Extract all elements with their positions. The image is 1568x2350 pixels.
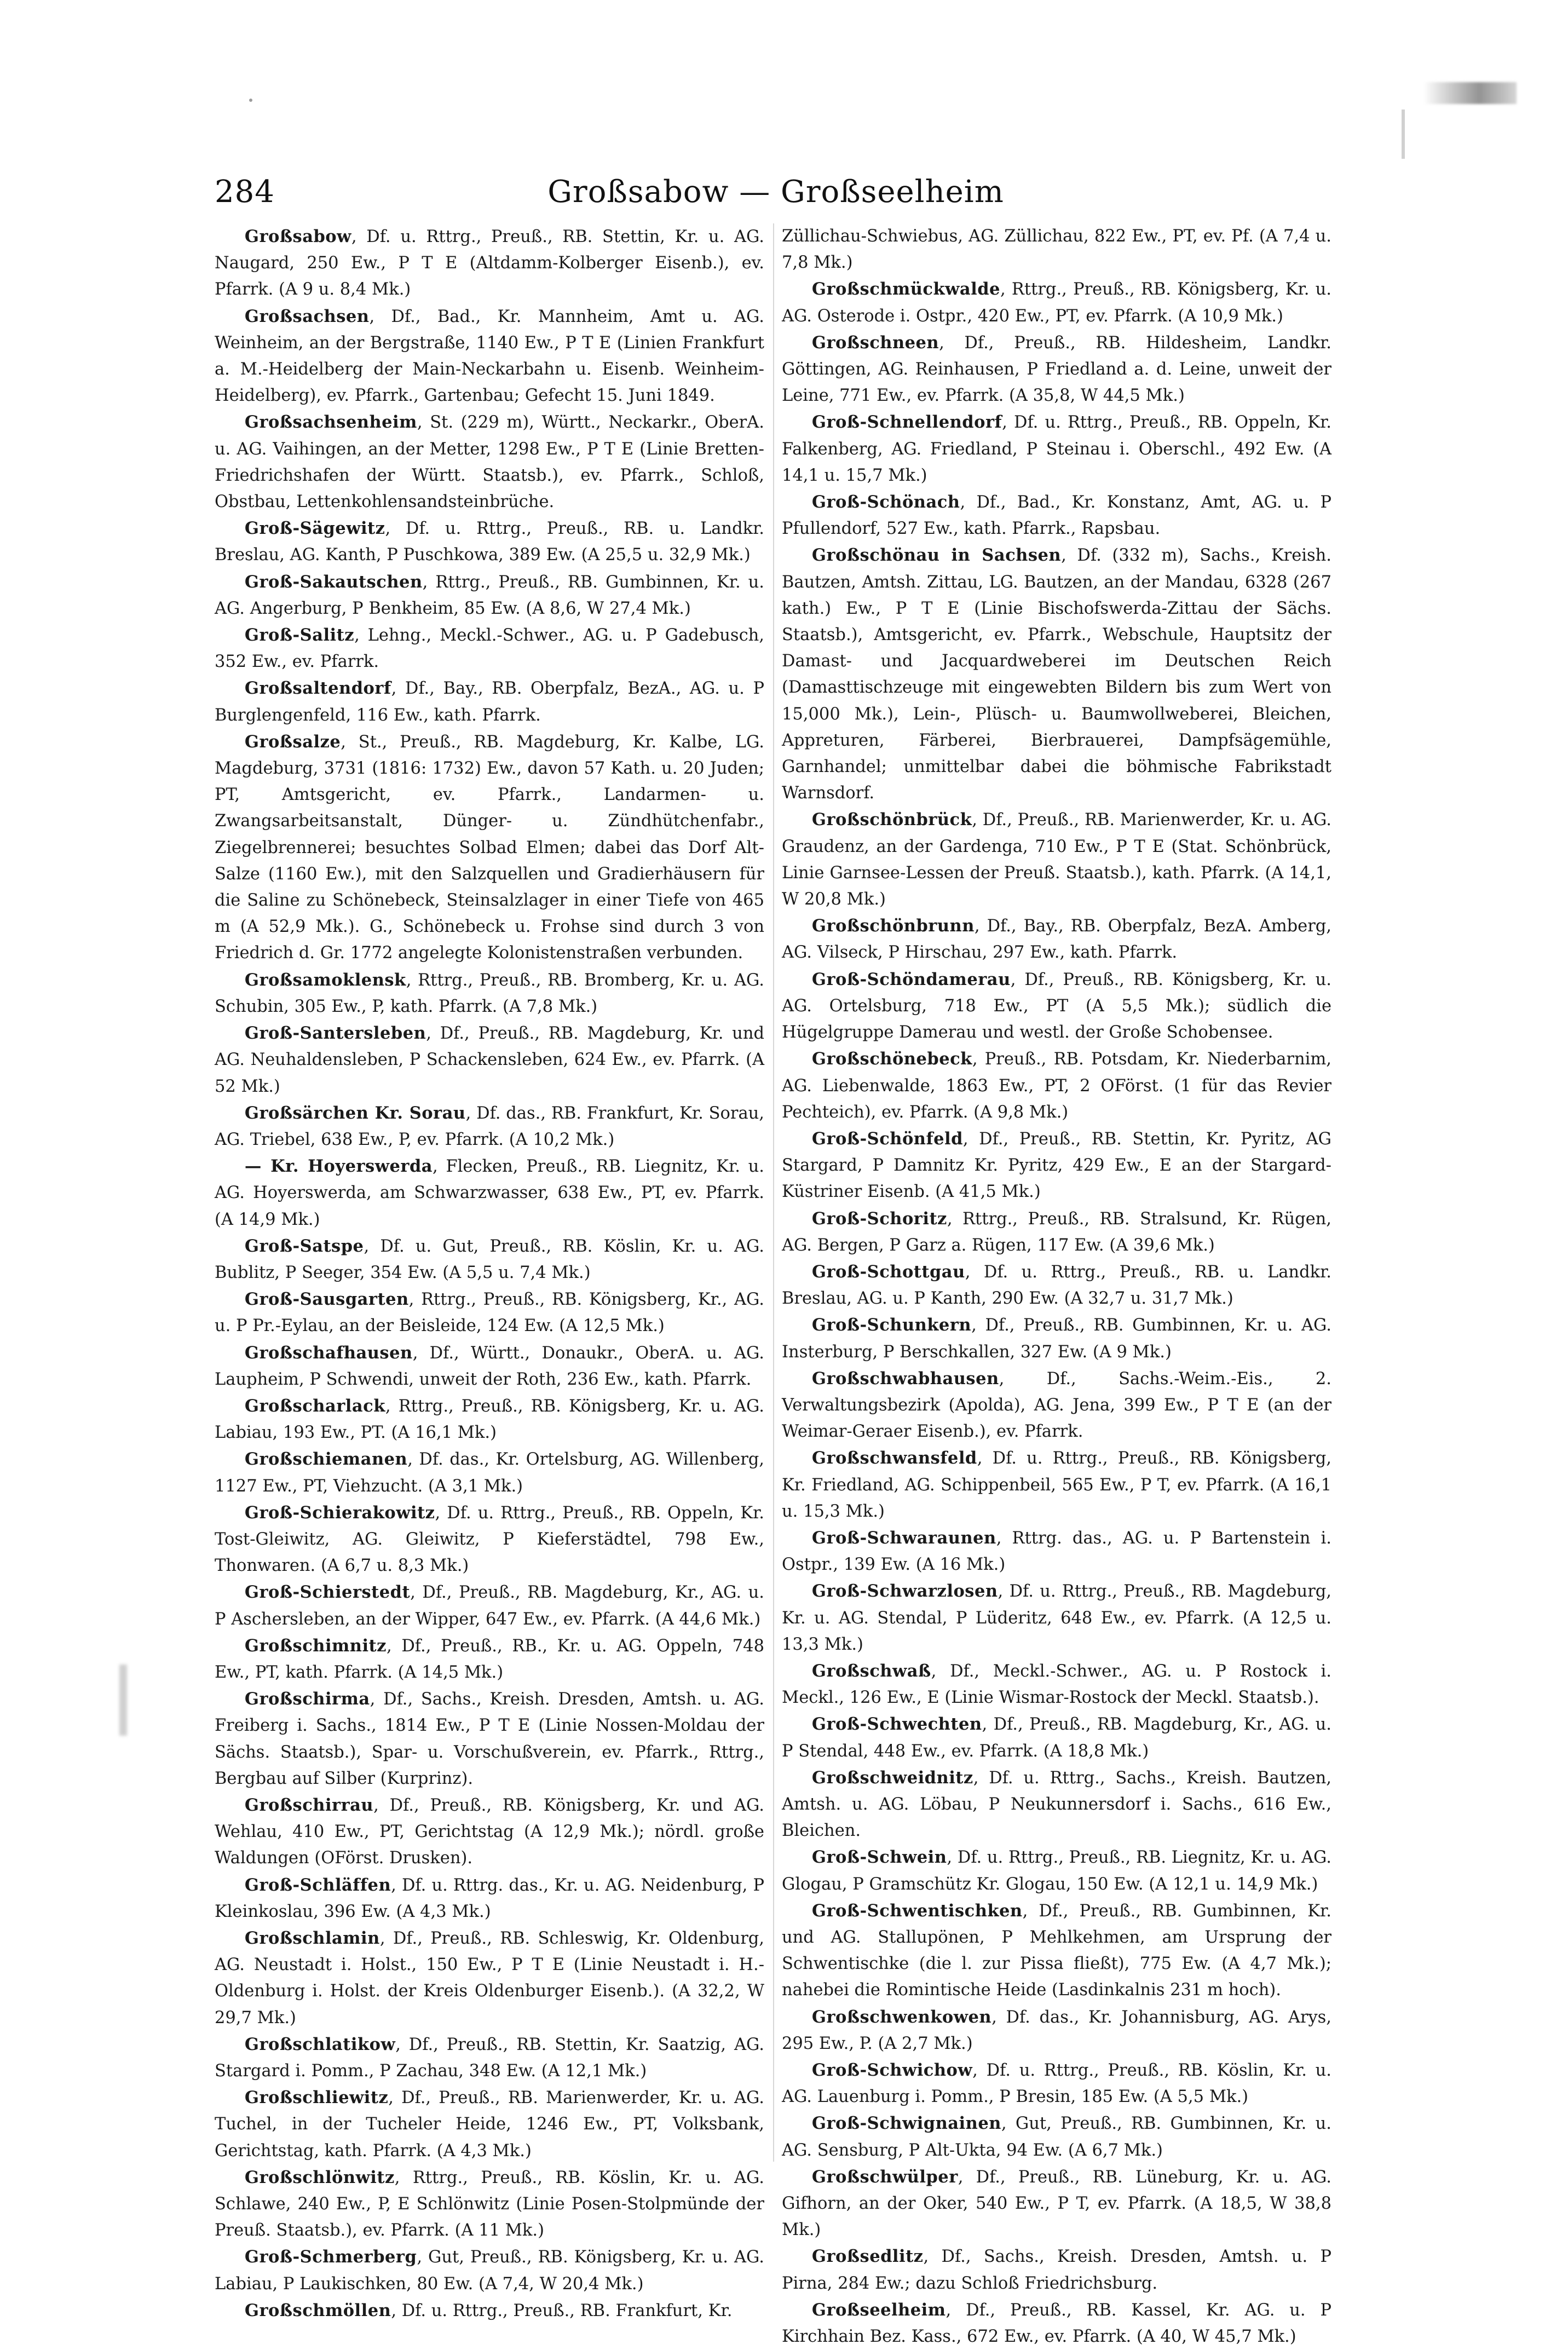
entry-headword: Groß-Sakautschen [244,572,423,592]
entry-text: , Df. u. Rttrg., Preuß., RB. Liegnitz, Kr. u. AG. Glogau, P Gramschütz Kr. Glogau, 150 Ew. (A 12,1 u. 14,9 Mk.) [782,1848,1331,1894]
gazetteer-entry [782,2004,1331,2057]
entry-headword: Großschlatikow [244,2034,396,2054]
entry-text: , Df., Preuß., RB. Königsberg, Kr. und AG. Wehlau, 410 Ew., PT, Gerichtstag (A 12,9 Mk.); nördl. große Waldungen (OFörst. Drusken). [215,1795,764,1868]
entry-text: , Df. u. Rttrg., Preuß., RB. Königsberg, Kr. Friedland, AG. Schippenbeil, 565 Ew., P T, ev. Pfarrk. (A 16,1 u. 15,3 Mk.) [782,1449,1331,1521]
gazetteer-entry [215,2297,764,2324]
gazetteer-entry [215,1633,764,1686]
entry-headword: Großschmöllen [244,2300,391,2320]
entry-headword: Groß-Sausgarten [244,1289,409,1310]
gazetteer-entry [215,1579,764,1632]
entry-text: , Preuß., RB. Potsdam, Kr. Niederbarnim, AG. Liebenwalde, 1863 Ew., PT, 2 OFörst. (1 für das Revier Pechteich), ev. Pfarrk. (A 9,8 Mk.) [782,1050,1331,1122]
entry-headword: Groß-Schwarzlosen [811,1581,998,1602]
gazetteer-entry [215,1500,764,1580]
gazetteer-entry [782,1206,1331,1259]
entry-text: , Df., Meckl.-Schwer., AG. u. P Rostock i. Meckl., 126 Ew., E (Linie Wismar-Rostock der Meckl. Staatsb.). [782,1661,1331,1708]
entry-headword: Groß-Schönfeld [811,1128,963,1149]
margin-smudge [119,1664,127,1736]
page-number: 284 [215,174,275,210]
gazetteer-entry [782,1259,1331,1312]
entry-headword: Großschirrau [244,1795,374,1815]
entry-headword: Großseelheim [811,2300,946,2320]
entry-headword: Großsamoklensk [244,970,406,990]
entry-text: , Df., Preuß., RB. Stettin, Kr. Pyritz, AG Stargard, P Damnitz Kr. Pyritz, 429 Ew., E an der Stargard-Küstriner Eisenb. (A 41,5 Mk.) [782,1129,1331,1202]
entry-headword: Großsachsenheim [244,412,417,433]
entry-text: , Df. u. Rttrg., Preuß., RB. Oppeln, Kr. Tost-Gleiwitz, AG. Gleiwitz, P Kieferstädtel, 798 Ew., Thonwaren. (A 6,7 u. 8,3 Mk.) [215,1503,764,1576]
gazetteer-entry [782,1765,1331,1845]
entry-text: , Df. u. Gut, Preuß., RB. Köslin, Kr. u. AG. Bublitz, P Seeger, 354 Ew. (A 5,5 u. 7,4 Mk.) [215,1236,764,1282]
entry-headword: Groß-Schwein [811,1847,947,1868]
gazetteer-entry [782,2164,1331,2244]
entry-headword: Groß-Salitz [244,625,355,646]
gazetteer-entry [782,2110,1331,2163]
entry-text: , Df., Sachs.-Weim.-Eis., 2. Verwaltungsbezirk (Apolda), AG. Jena, 399 Ew., P T E (an der Weimar-Geraer Eisenb.), ev. Pfarrk. [782,1369,1331,1442]
entry-headword: Großschlamin [244,1928,380,1948]
running-title: Großsabow — Großseelheim [547,174,1004,210]
gazetteer-entry [215,1286,764,1339]
entry-headword: Groß-Schierstedt [244,1582,411,1603]
entry-text: , Df. das., Kr. Johannisburg, AG. Arys, 295 Ew., P. (A 2,7 Mk.) [782,2007,1331,2053]
entry-headword: Groß-Schwichow [811,2060,973,2081]
entry-text: , Df. das., Kr. Ortelsburg, AG. Willenberg, 1127 Ew., PT, Viehzucht. (A 3,1 Mk.) [215,1450,764,1496]
entry-headword: Groß-Schottgau [811,1262,965,1282]
entry-headword: Großschimnitz [244,1635,387,1656]
gazetteer-entry [215,1686,764,1792]
entry-headword: Groß-Satspe [244,1236,364,1256]
entry-headword: Großschwaß [811,1661,931,1681]
entry-headword: Großschönebeck [811,1049,972,1069]
gazetteer-entry [782,1844,1331,1897]
gazetteer-entry [782,1126,1331,1206]
gazetteer-entry [215,1020,764,1100]
entry-text: , Flecken, Preuß., RB. Liegnitz, Kr. u. AG. Hoyerswerda, am Schwarzwasser, 638 Ew., PT, ev. Pfarrk. (A 14,9 Mk.) [215,1157,765,1229]
entry-headword: Großschwabhausen [811,1368,999,1389]
gazetteer-entry [215,1446,764,1499]
right-column [782,223,1331,2350]
gazetteer-entry [215,1340,764,1393]
entry-text: , St. (229 m), Württ., Neckarkr., OberA. u. AG. Vaihingen, an der Metter, 1298 Ew., P T E (Linie Bretten-Friedrichshafen der Württ. Staatsb.), ev. Pfarrk., Schloß, Obstbau, Lettenkohlensandsteinbrüche. [215,413,764,512]
gazetteer-entry [782,807,1331,913]
entry-text: , Rttrg., Preuß., RB. Königsberg, Kr. u. AG. Osterode i. Ostpr., 420 Ew., PT, ev. Pfarrk. (A 10,9 Mk.) [782,280,1331,326]
entry-headword: Groß-Schnellendorf [811,412,1002,433]
gazetteer-entry [215,1925,764,2031]
entry-text: , Df. u. Rttrg., Preuß., RB. Oppeln, Kr. Falkenberg, AG. Friedland, P Steinau i. Oberschl., 492 Ew. (A 14,1 u. 15,7 Mk.) [782,413,1331,485]
gazetteer-entry [215,2164,764,2244]
gazetteer-entry [782,1658,1331,1711]
entry-headword: Groß-Schwignainen [811,2113,1001,2134]
entry-headword: Großscharlack [244,1396,385,1416]
entry-text: , Df., Preuß., RB. Magdeburg, Kr., AG. u. P Aschersleben, an der Wipper, 647 Ew., ev. Pfarrk. (A 44,6 Mk.) [215,1583,764,1629]
gazetteer-entry [782,2297,1331,2350]
gazetteer-entry [215,1393,764,1446]
gazetteer-entry [782,330,1331,410]
entry-text: , Gut, Preuß., RB. Königsberg, Kr. u. AG. Labiau, P Laukischken, 80 Ew. (A 7,4, W 20,4 Mk.) [215,2248,764,2294]
entry-text: , Df. u. Rttrg., Preuß., RB. Magdeburg, Kr. u. AG. Stendal, P Lüderitz, 648 Ew., ev. Pfarrk. (A 12,5 u. 13,3 Mk.) [782,1582,1331,1654]
gazetteer-entry [782,1898,1331,2004]
entry-text: , Rttrg., Preuß., RB. Königsberg, Kr., AG. u. P Pr.-Eylau, an der Beisleide, 124 Ew. (A 12,5 Mk.) [215,1290,764,1336]
entry-headword: Großschwansfeld [811,1448,977,1468]
left-column [215,223,764,2324]
gazetteer-entry [215,729,764,967]
gazetteer-entry [782,2243,1331,2296]
entry-text: , Df., Sachs., Kreish. Dresden, Amtsh. u. P Pirna, 284 Ew.; dazu Schloß Friedrichsburg. [782,2247,1331,2293]
gazetteer-entry [215,675,764,728]
entry-headword: Groß-Schmerberg [244,2247,417,2267]
gazetteer-entry [215,2031,764,2084]
entry-text: , Df. (332 m), Sachs., Kreish. Bautzen, Amtsh. Zittau, LG. Bautzen, an der Mandau, 6328 (267 kath.) Ew., P T E (Linie Bischofswerda-Zittau der Sächs. Staatsb.), Amtsgericht, ev. Pfarrk., Webschule, Hauptsitz der Damast- und Jacquardweberei im Deutschen Reich (Damasttischzeuge mit eingewebten Bildern bis zum Wert von 15,000 Mk.), Lein-, Plüsch- u. Baumwollweberei, Bleichen, Appreturen, Färberei, Bierbrauerei, Dampfsägemühle, Garnhandel; unmittelbar dabei die böhmische Fabrikstadt Warnsdorf. [782,546,1332,803]
gazetteer-entry [215,515,764,568]
entry-text: , Df., Preuß., RB. Gumbinnen, Kr. und AG. Stallupönen, P Mehlkehmen, am Ursprung der Schwentischke (die l. zur Pissa fließt), 775 Ew. (A 4,7 Mk.); nahebei die Romintische Heide (Lasdinkalnis 231 m hoch). [782,1901,1331,2000]
entry-headword: Groß-Santersleben [244,1023,426,1044]
gazetteer-entry [782,1445,1331,1525]
gazetteer-entry [215,1100,764,1153]
entry-headword: Groß-Schierakowitz [244,1502,435,1523]
entry-text: , Df., Preuß., RB. Magdeburg, Kr., AG. u. P Stendal, 448 Ew., ev. Pfarrk. (A 18,8 Mk.) [782,1715,1331,1761]
entry-headword: Großsalze [244,732,341,752]
entry-headword: Großschönbrück [811,810,972,830]
entry-headword: Großschneen [811,332,939,353]
gazetteer-entry [782,223,1331,276]
gazetteer-entry [782,1046,1331,1126]
running-header [215,174,1337,215]
entry-headword: Großsaltendorf [244,678,391,699]
gazetteer-entry [782,489,1331,542]
gazetteer-entry [215,2084,764,2164]
entry-headword: Großschönbrunn [811,916,975,936]
entry-headword: Groß-Schwentischken [811,1900,1023,1921]
gazetteer-entry [782,409,1331,489]
entry-text: , Df., Preuß., RB. Königsberg, Kr. u. AG. Ortelsburg, 718 Ew., PT (A 5,5 Mk.); südlich die Hügelgruppe Damerau und westl. der Große Schobensee. [782,970,1331,1042]
entry-text: , Df., Bay., RB. Oberpfalz, BezA., AG. u. P Burglengenfeld, 116 Ew., kath. Pfarrk. [215,679,764,725]
entry-headword: Großschlönwitz [244,2167,395,2187]
gazetteer-entry [215,967,764,1020]
entry-text: , Df., Preuß., RB., Kr. u. AG. Oppeln, 748 Ew., PT, kath. Pfarrk. (A 14,5 Mk.) [215,1636,764,1682]
entry-text: , Df., Preuß., RB. Gumbinnen, Kr. u. AG. Insterburg, P Berschkallen, 327 Ew. (A 9 Mk.) [782,1316,1331,1362]
entry-text: , Df. das., RB. Frankfurt, Kr. Sorau, AG. Triebel, 638 Ew., P, ev. Pfarrk. (A 10,2 Mk.) [215,1103,764,1149]
entry-text: , Df., Württ., Donaukr., OberA. u. AG. Laupheim, P Schwendi, unweit der Roth, 236 Ew., kath. Pfarrk. [215,1343,764,1389]
gazetteer-entry [215,1872,764,1925]
ink-dot [249,99,252,102]
entry-headword: Groß-Schönach [811,492,960,512]
entry-text: , Df., Preuß., RB. Marienwerder, Kr. u. AG. Graudenz, an der Gardenga, 710 Ew., P T E (Stat. Schönbrück, Linie Garnsee-Lessen der Preuß. Staatsb.), kath. Pfarrk. (A 14,1, W 20,8 Mk.) [782,810,1331,909]
page-edge-tick [1402,110,1405,159]
gazetteer-entry [782,1366,1331,1445]
entry-text: , Df., Preuß., RB. Magdeburg, Kr. und AG. Neuhaldensleben, P Schackensleben, 624 Ew., ev. Pfarrk. (A 52 Mk.) [215,1024,764,1096]
entry-headword: Großschwenkowen [811,2007,992,2027]
entry-text: , Df., Preuß., RB. Schleswig, Kr. Oldenburg, AG. Neustadt i. Holst., 150 Ew., P T E (Linie Neustadt i. H.-Oldenburg i. Holst. der Kreis Oldenburger Eisenb.). (A 32,2, W 29,7 Mk.) [215,1929,764,2028]
entry-text: , Df., Bad., Kr. Mannheim, Amt u. AG. Weinheim, an der Bergstraße, 1140 Ew., P T E (Linien Frankfurt a. M.-Heidelberg der Main-Neckarbahn u. Eisenb. Weinheim-Heidelberg), ev. Pfarrk., Gartenbau; Gefecht 15. Juni 1849. [215,307,764,406]
entry-text: , Df., Bay., RB. Oberpfalz, BezA. Amberg, AG. Vilseck, P Hirschau, 297 Ew., kath. Pfarrk. [782,917,1331,963]
gazetteer-entry [215,303,764,410]
entry-headword: Groß-Schöndamerau [811,969,1011,989]
entry-text: , Rttrg., Preuß., RB. Gumbinnen, Kr. u. AG. Angerburg, P Benkheim, 85 Ew. (A 8,6, W 27,4 Mk.) [215,572,764,618]
gazetteer-entry [215,223,764,303]
entry-headword: Groß-Schoritz [811,1208,947,1229]
entry-text: , Df., Preuß., RB. Stettin, Kr. Saatzig, AG. Stargard i. Pomm., P Zachau, 348 Ew. (A 12,1 Mk.) [215,2035,764,2081]
entry-text: , Lehng., Meckl.-Schwer., AG. u. P Gadebusch, 352 Ew., ev. Pfarrk. [215,626,764,672]
gazetteer-entry [215,2244,764,2297]
gazetteer-entry [782,276,1331,329]
gazetteer-entry [215,1792,764,1872]
entry-text: , Rttrg. das., AG. u. P Bartenstein i. Ostpr., 139 Ew. (A 16 Mk.) [782,1528,1331,1575]
entry-headword: Groß-Schunkern [811,1315,972,1335]
entry-text: , Df., Bad., Kr. Konstanz, Amt, AG. u. P Pfullendorf, 527 Ew., kath. Pfarrk., Rapsbau. [782,493,1331,539]
entry-headword: Großschönau in Sachsen [811,545,1062,566]
entry-text: , Df., Preuß., RB. Marienwerder, Kr. u. AG. Tuchel, in der Tucheler Heide, 1246 Ew., PT, Volksbank, Gerichtstag, kath. Pfarrk. (A 4,3 Mk.) [215,2088,764,2161]
gazetteer-entry [215,569,764,622]
entry-headword: Großsachsen [244,306,370,326]
gazetteer-entry [215,1233,764,1286]
entry-text: , Df., Sachs., Kreish. Dresden, Amtsh. u. AG. Freiberg i. Sachs., 1814 Ew., P T E (Linie Nossen-Moldau der Sächs. Staatsb.), Spar- u. Vorschußverein, ev. Pfarrk., Rttrg., Bergbau auf Silber (Kurprinz). [215,1690,764,1788]
entry-headword: — Kr. Hoyerswerda [244,1156,433,1177]
entry-text: , Df. u. Rttrg., Preuß., RB. Köslin, Kr. u. AG. Lauenburg i. Pomm., P Bresin, 185 Ew. (A 5,5 Mk.) [782,2061,1331,2107]
gazetteer-entry [215,1153,764,1233]
entry-text: , Rttrg., Preuß., RB. Köslin, Kr. u. AG. Schlawe, 240 Ew., P, E Schlönwitz (Linie Posen-Stolpmünde der Preuß. Staatsb.), ev. Pfarrk. (A 11 Mk.) [215,2168,764,2240]
gazetteer-entry [782,1578,1331,1658]
gazetteer-entry [782,1711,1331,1764]
entry-text: , Df., Preuß., RB. Lüneburg, Kr. u. AG. Gifhorn, an der Oker, 540 Ew., P T, ev. Pfarrk. (A 18,5, W 38,8 Mk.) [782,2167,1331,2240]
entry-text: , Df., Preuß., RB. Kassel, Kr. AG. u. P Kirchhain Bez. Kass., 672 Ew., ev. Pfarrk. (A 40, W 45,7 Mk.) [782,2300,1331,2347]
entry-text: , Df. u. Rttrg., Preuß., RB. Frankfurt, Kr. [391,2301,733,2320]
gazetteer-entry [782,2057,1331,2110]
entry-headword: Großschiemanen [244,1449,408,1470]
entry-headword: Großsedlitz [811,2247,924,2267]
entry-headword: Großschafhausen [244,1343,413,1363]
entry-text: , Df. u. Rttrg., Preuß., RB. u. Landkr. Breslau, AG. Kanth, P Puschkowa, 389 Ew. (A 25,5 u. 32,9 Mk.) [215,519,764,565]
entry-text: , Df. u. Rttrg., Preuß., RB. u. Landkr. Breslau, AG. u. P Kanth, 290 Ew. (A 32,7 u. 31,7 Mk.) [782,1262,1331,1309]
entry-headword: Groß-Schläffen [244,1875,391,1895]
gazetteer-entry [215,409,764,515]
entry-headword: Großsärchen Kr. Sorau [244,1103,466,1123]
entry-headword: Groß-Schwechten [811,1714,982,1735]
entry-text: , Df., Preuß., RB. Hildesheim, Landkr. Göttingen, AG. Reinhausen, P Friedland a. d. Leine, unweit der Leine, 771 Ew., ev. Pfarrk. (A 35,8, W 44,5 Mk.) [782,333,1331,406]
entry-text: Züllichau-Schwiebus, AG. Züllichau, 822 Ew., PT, ev. Pf. (A 7,4 u. 7,8 Mk.) [782,227,1331,273]
gazetteer-entry [782,913,1331,966]
gazetteer-entry [782,542,1331,807]
gazetteer-entry [782,966,1331,1046]
entry-headword: Groß-Schwaraunen [811,1528,996,1548]
entry-headword: Groß-Sägewitz [244,519,385,539]
column-divider [773,223,774,2162]
entry-text: , Df. u. Rttrg. das., Kr. u. AG. Neidenburg, P Kleinkoslau, 396 Ew. (A 4,3 Mk.) [215,1875,764,1921]
entry-text: , Df. u. Rttrg., Preuß., RB. Stettin, Kr. u. AG. Naugard, 250 Ew., P T E (Altdamm-Kolberger Eisenb.), ev. Pfarrk. (A 9 u. 8,4 Mk.) [215,227,764,299]
entry-text: , Gut, Preuß., RB. Gumbinnen, Kr. u. AG. Sensburg, P Alt-Ukta, 94 Ew. (A 6,7 Mk.) [782,2114,1331,2160]
entry-headword: Großschirma [244,1689,370,1709]
entry-text: , St., Preuß., RB. Magdeburg, Kr. Kalbe, LG. Magdeburg, 3731 (1816: 1732) Ew., davon 57 Kath. u. 20 Juden; PT, Amtsgericht, ev. Pfarrk., Landarmen- u. Zwangsarbeitsanstalt, Dünger- u. Zündhütchenfabr., Ziegelbrennerei; besuchtes Solbad Elmen; dabei das Dorf Alt-Salze (1160 Ew.), mit den Salzquellen und Gradierhäusern für die Saline zu Schönebeck, Steinsalzlager in einer Tiefe von 465 m (A 52,9 Mk.). G., Schönebeck u. Frohse sind durch 3 von Friedrich d. Gr. 1772 angelegte Kolonistenstraßen verbunden. [215,732,764,963]
gazetteer-entry [782,1312,1331,1365]
entry-headword: Großsabow [244,227,351,246]
entry-text: , Rttrg., Preuß., RB. Stralsund, Kr. Rügen, AG. Bergen, P Garz a. Rügen, 117 Ew. (A 39,6 Mk.) [782,1209,1331,1255]
gazetteer-entry [215,622,764,675]
entry-headword: Großschmückwalde [811,279,1000,299]
entry-text: , Df. u. Rttrg., Sachs., Kreish. Bautzen, Amtsh. u. AG. Löbau, P Neukunnersdorf i. Sachs., 616 Ew., Bleichen. [782,1768,1331,1841]
gazetteer-entry [782,1525,1331,1578]
entry-headword: Großschliewitz [244,2088,389,2108]
entry-headword: Großschwülper [811,2167,958,2187]
entry-headword: Großschweidnitz [811,1767,973,1788]
entry-text: , Rttrg., Preuß., RB. Königsberg, Kr. u. AG. Labiau, 193 Ew., PT. (A 16,1 Mk.) [215,1396,764,1443]
entry-text: , Rttrg., Preuß., RB. Bromberg, Kr. u. AG. Schubin, 305 Ew., P, kath. Pfarrk. (A 7,8 Mk.) [215,970,764,1016]
page-edge-wear [1423,82,1517,104]
